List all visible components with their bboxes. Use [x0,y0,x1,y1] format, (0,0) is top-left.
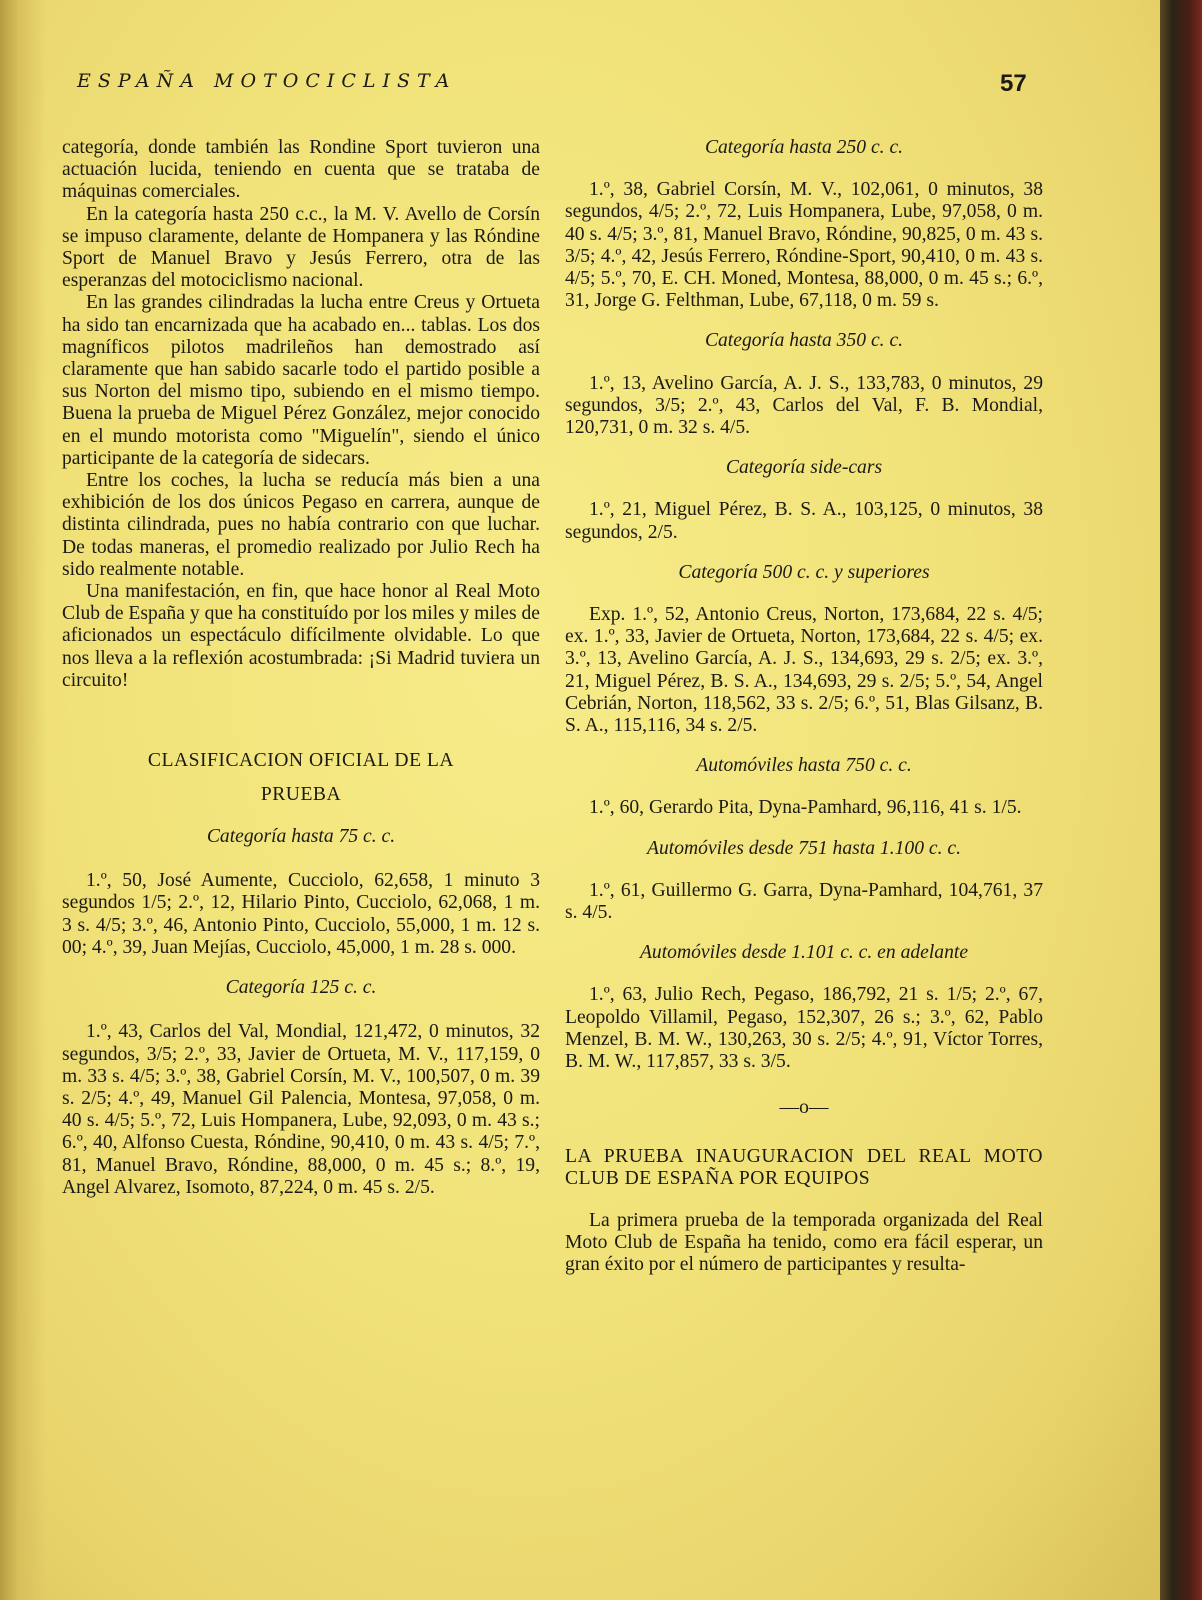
category-title: Automóviles desde 751 hasta 1.100 c. c. [647,837,961,859]
classification-heading-line1: CLASIFICACION OFICIAL DE LA [147,750,455,772]
category-title: Categoría 500 c. c. y superiores [678,561,930,583]
category-title: Automóviles hasta 750 c. c. [696,755,912,777]
article-paragraph: Una manifestación, en fin, que hace honor al Real Moto Club de España y que ha constituído por los miles y miles de aficionados un espectáculo difícilmente olvidable. Lo que nos lleva a la reflexión acostumbrada: ¡Si Madrid tuviera un circuito! [62,581,540,691]
classification-heading [62,744,540,812]
category-results: 1.º, 60, Gerardo Pita, Dyna-Pamhard, 96,116, 41 s. 1/5. [589,797,1022,819]
category-results: 1.º, 38, Gabriel Corsín, M. V., 102,061, 0 minutos, 38 segundos, 4/5; 2.º, 72, Luis Hompanera, Lube, 97,058, 0 m. 40 s. 4/5; 3.º, 81, Manuel Bravo, Róndine, 90,825, 0 m. 43 s. 3/5; 4.º, 42, Jesús Ferrero, Róndine-Sport, 90,410, 0 m. 43 s. 4/5; 5.º, 70, E. CH. Moned, Montesa, 88,000, 0 m. 45 s.; 6.º, 31, Jorge G. Felthman, Lube, 67,118, 0 m. 59 s. [565,179,1043,312]
article-paragraph: En las grandes cilindradas la lucha entre Creus y Ortueta ha sido tan encarnizada que ha acabado en... tablas. Los dos magníficos pilotos madrileños han demostrado así claramente que han sabido sacarle todo el partido posible a sus Norton del mismo tipo, subiendo en el mismo tiempo. Buena la prueba de Miguel Pérez González, mejor conocido en el mundo motorista como "Miguelín", siendo el único participante de la categoría de sidecars. [62,292,540,469]
book-spine [1160,0,1202,1600]
publication-title: ESPAÑA MOTOCICLISTA [77,70,457,92]
article-paragraph: Entre los coches, la lucha se reducía más bien a una exhibición de los dos únicos Pegaso en carrera, aunque de distinta cilindrada, pues no había contrario con que luchar. De todas maneras, el promedio realizado por Julio Rech ha sido realmente notable. [62,470,540,580]
category-title: Categoría side-cars [725,457,883,479]
classification-heading-line2: PRUEBA [260,784,342,806]
category-title: Automóviles desde 1.101 c. c. en adelante [639,942,969,964]
article-paragraph: La primera prueba de la temporada organizada del Real Moto Club de España ha tenido, como era fácil esperar, un gran éxito por el número de participantes y resulta- [565,1209,1043,1276]
category-title: Categoría hasta 75 c. c. [206,826,396,848]
article-heading: LA PRUEBA INAUGURACION DEL REAL MOTO CLUB DE ESPAÑA POR EQUIPOS [565,1145,1043,1189]
category-title: Categoría hasta 350 c. c. [704,330,904,352]
category-results: 1.º, 13, Avelino García, A. J. S., 133,783, 0 minutos, 29 segundos, 3/5; 2.º, 43, Carlos del Val, F. B. Mondial, 120,731, 0 m. 32 s. 4/5. [565,372,1043,439]
category-results: 1.º, 63, Julio Rech, Pegaso, 186,792, 21 s. 1/5; 2.º, 67, Leopoldo Villamil, Pegaso, 152,307, 26 s.; 3.º, 62, Pablo Menzel, B. M. W., 130,263, 30 s. 2/5; 4.º, 91, Víctor Torres, B. M. W., 117,857, 33 s. 3/5. [565,984,1043,1073]
article-paragraph: En la categoría hasta 250 c.c., la M. V. Avello de Corsín se impuso claramente, delante de Hompanera y las Róndine Sport de Manuel Bravo y Jesús Ferrero, otra de las esperanzas del motociclismo nacional. [62,203,540,292]
category-results: Exp. 1.º, 52, Antonio Creus, Norton, 173,684, 22 s. 4/5; ex. 1.º, 33, Javier de Ortueta, Norton, 173,684, 22 s. 4/5; ex. 3.º, 13, Avelino García, A. J. S., 134,693, 29 s. 2/5; ex. 3.º, 21, Miguel Pérez, B. S. A., 134,693, 29 s. 2/5; 5.º, 54, Angel Cebrián, Norton, 118,562, 33 s. 2/5; 6.º, 51, Blas Gilsanz, B. S. A., 115,116, 34 s. 2/5. [565,604,1043,737]
right-column [565,137,1043,1277]
category-results: 1.º, 21, Miguel Pérez, B. S. A., 103,125, 0 minutos, 38 segundos, 2/5. [565,499,1043,543]
category-results: 1.º, 50, José Aumente, Cucciolo, 62,658, 1 minuto 3 segundos 1/5; 2.º, 12, Hilario Pinto, Cucciolo, 62,068, 1 m. 3 s. 4/5; 3.º, 46, Antonio Pinto, Cucciolo, 55,000, 1 m. 12 s. 00; 4.º, 39, Juan Mejías, Cucciolo, 45,000, 1 m. 28 s. 000. [62,870,540,958]
left-column [62,137,540,1199]
page-number: 57 [1000,70,1027,97]
category-title: Categoría 125 c. c. [225,977,377,999]
category-results: 1.º, 61, Guillermo G. Garra, Dyna-Pamhard, 104,761, 37 s. 4/5. [565,879,1043,924]
section-divider: —o— [779,1097,829,1119]
category-title: Categoría hasta 250 c. c. [704,137,904,158]
category-results: 1.º, 43, Carlos del Val, Mondial, 121,472, 0 minutos, 32 segundos, 3/5; 2.º, 33, Javier de Ortueta, M. V., 117,159, 0 m. 33 s. 4/5; 3.º, 38, Gabriel Corsín, M. V., 100,507, 0 m. 39 s. 2/5; 4.º, 49, Manuel Gil Palencia, Montesa, 97,058, 0 m. 40 s. 4/5; 5.º, 72, Luis Hompanera, Lube, 92,093, 0 m. 43 s.; 6.º, 40, Alfonso Cuesta, Róndine, 90,410, 0 m. 43 s. 4/5; 7.º, 81, Manuel Bravo, Róndine, 88,000, 0 m. 45 s.; 8.º, 19, Angel Alvarez, Isomoto, 87,224, 0 m. 45 s. 2/5. [62,1021,540,1198]
article-paragraph: categoría, donde también las Rondine Sport tuvieron una actuación lucida, teniendo en cuenta que se trataba de máquinas comerciales. [62,137,540,203]
